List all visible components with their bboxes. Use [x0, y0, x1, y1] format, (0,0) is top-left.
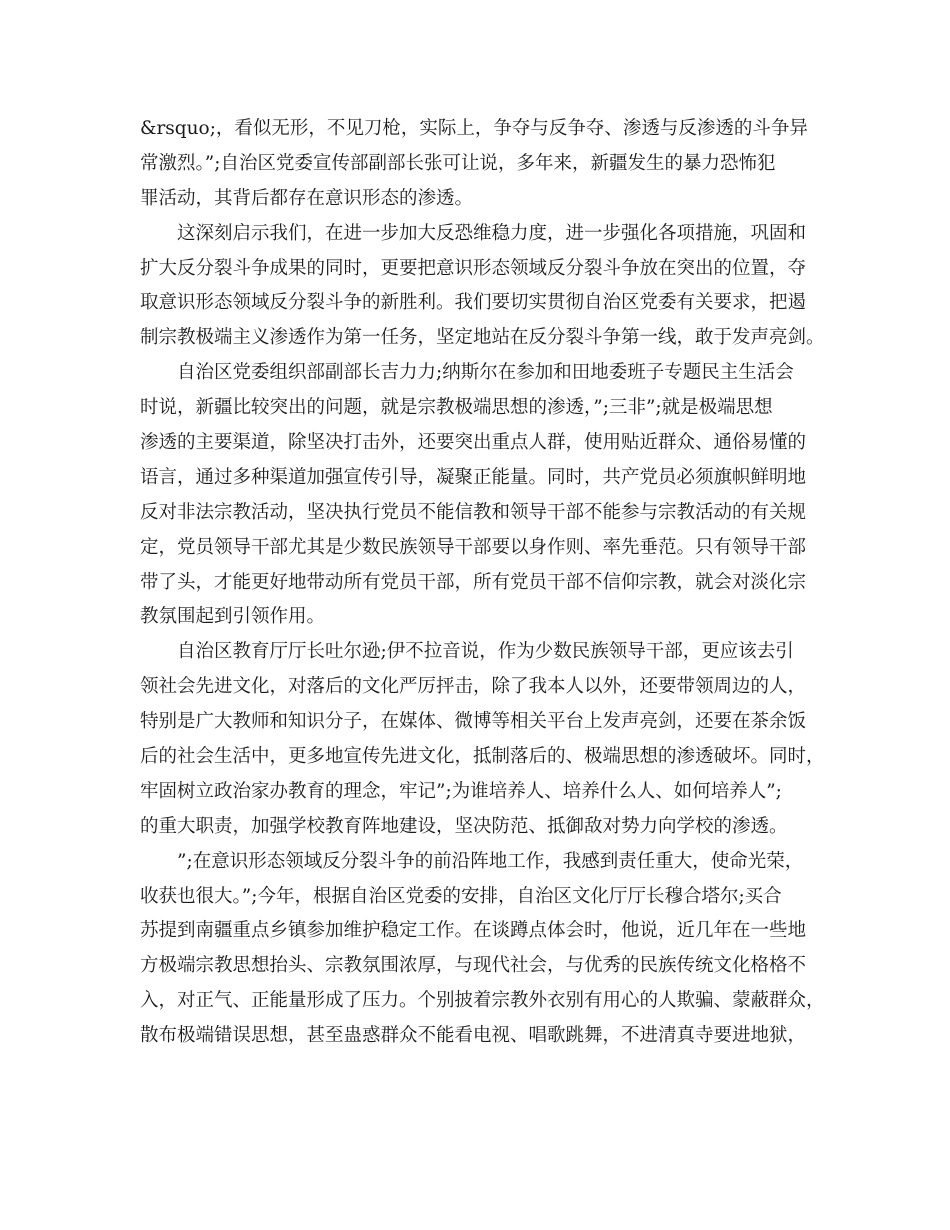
text-line: 定，党员领导干部尤其是少数民族领导干部要以身作则、率先垂范。只有领导干部	[140, 536, 807, 558]
text-line: 自治区党委组织部副部长吉力力;纳斯尔在参加和田地委班子专题民主生活会	[177, 362, 794, 384]
paragraph	[140, 356, 820, 635]
text-line: 领社会先进文化，对落后的文化严厉抨击，除了我本人以外，还要带领周边的人，	[140, 676, 807, 698]
text-line: 教氛围起到引领作用。	[140, 606, 326, 628]
text-line: 的重大职责，加强学校教育阵地建设，坚决防范、抵御敌对势力向学校的渗透。	[140, 815, 788, 837]
text-line: 入，对正气、正能量形成了压力。个别披着宗教外衣别有用心的人欺骗、蒙蔽群众，	[140, 990, 825, 1012]
text-line: 这深刻启示我们，在进一步加大反恐维稳力度，进一步强化各项措施，巩固和	[177, 222, 807, 244]
paragraph	[140, 112, 820, 217]
text-line: 特别是广大教师和知识分子，在媒体、微博等相关平台上发声亮剑，还要在茶余饭	[140, 711, 807, 733]
paragraph	[140, 635, 825, 844]
text-line: 苏提到南疆重点乡镇参加维护稳定工作。在谈蹲点体会时，他说，近几年在一些地	[140, 920, 807, 942]
text-line: 扩大反分裂斗争成果的同时，更要把意识形态领域反分裂斗争放在突出的位置，夺	[140, 257, 807, 279]
text-line: 罪活动，其背后都存在意识形态的渗透。	[140, 187, 474, 209]
text-line: 自治区教育厅厅长吐尔逊;伊不拉音说，作为少数民族领导干部，更应该去引	[177, 641, 794, 663]
text-line: ”;在意识形态领域反分裂斗争的前沿阵地工作，我感到责任重大，使命光荣，	[177, 850, 804, 872]
paragraph	[140, 217, 825, 357]
text-line: 常激烈。”;自治区党委宣传部副部长张可让说，多年来，新疆发生的暴力恐怖犯	[140, 152, 776, 174]
text-line: 反对非法宗教活动，坚决执行党员不能信教和领导干部不能参与宗教活动的有关规	[140, 501, 807, 523]
text-line: 后的社会生活中，更多地宣传先进文化，抵制落后的、极端思想的渗透破坏。同时，	[140, 746, 825, 768]
body-text	[140, 112, 825, 1054]
text-line: 时说，新疆比较突出的问题，就是宗教极端思想的渗透，”;三非”;就是极端思想	[140, 397, 773, 419]
text-line: 渗透的主要渠道，除坚决打击外，还要突出重点人群，使用贴近群众、通俗易懂的	[140, 432, 807, 454]
text-line: 取意识形态领域反分裂斗争的新胜利。我们要切实贯彻自治区党委有关要求，把遏	[140, 292, 807, 314]
text-line: 方极端宗教思想抬头、宗教氛围浓厚，与现代社会，与优秀的民族传统文化格格不	[140, 955, 807, 977]
text-line: 牢固树立政治家办教育的理念，牢记”;为谁培养人、培养什么人、如何培养人”;	[140, 780, 782, 802]
paragraph	[140, 845, 825, 1054]
text-line: 带了头，才能更好地带动所有党员干部，所有党员干部不信仰宗教，就会对淡化宗	[140, 571, 807, 593]
text-line: 制宗教极端主义渗透作为第一任务，坚定地站在反分裂斗争第一线，敢于发声亮剑。	[140, 327, 825, 349]
text-line: &rsquo;，看似无形，不见刀枪，实际上，争夺与反争夺、渗透与反渗透的斗争异	[140, 118, 808, 139]
text-line: 收获也很大。”;今年，根据自治区党委的安排，自治区文化厅厅长穆合塔尔;买合	[140, 885, 782, 907]
text-line: 语言，通过多种渠道加强宣传引导，凝聚正能量。同时，共产党员必须旗帜鲜明地	[140, 466, 807, 488]
text-line: 散布极端错误思想，甚至蛊惑群众不能看电视、唱歌跳舞，不进清真寺要进地狱，	[140, 1025, 807, 1047]
